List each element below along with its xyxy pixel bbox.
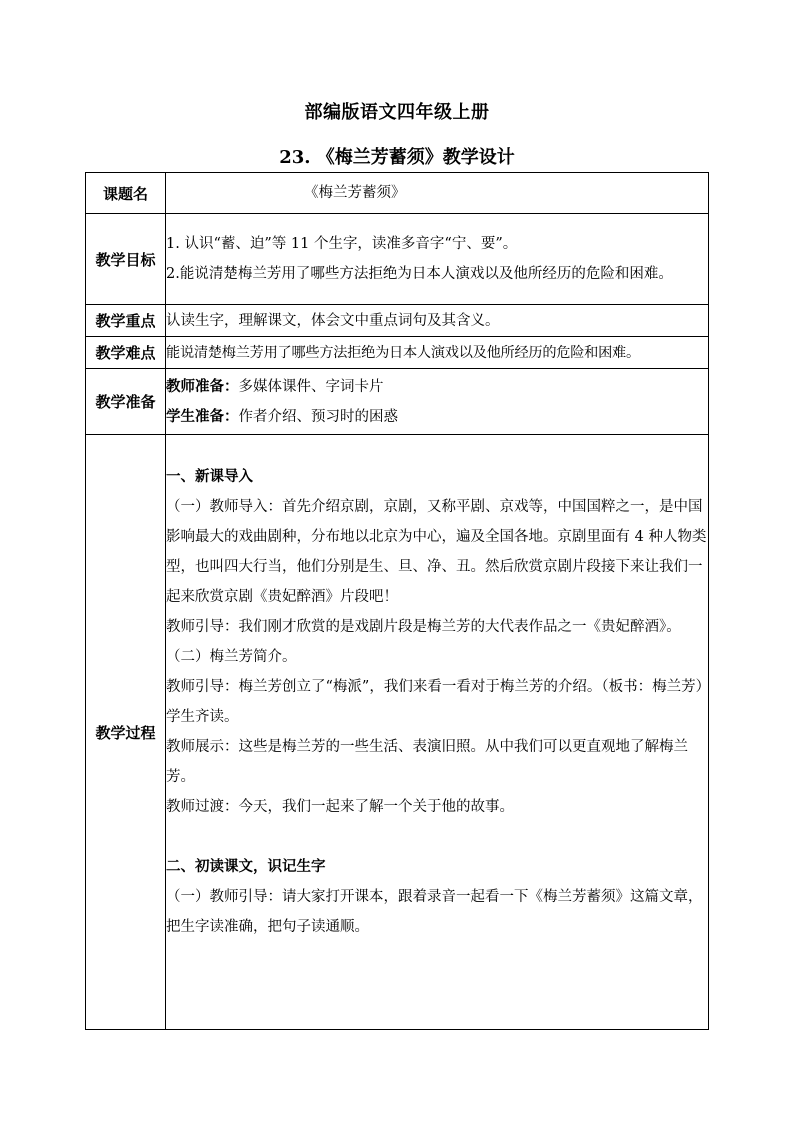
section-2-title: 二、初读课文，识记生字 [166, 858, 326, 875]
preparation-label: 教学准备 [86, 369, 166, 435]
student-preparation [166, 402, 708, 432]
document-title: 部编版语文四年级上册 [304, 102, 490, 123]
topic-value [166, 173, 709, 214]
difficulties-text: 能说清楚梅兰芳用了哪些方法拒绝为日本人演戏以及他所经历的危险和困难。 [166, 344, 640, 361]
difficulties-value [166, 337, 709, 369]
process-paragraph: （一）教师导入：首先介绍京剧，京剧，又称平剧、京戏等，中国国粹之一，是中国影响最大的戏曲剧种，分布地以北京为中心，遍及全国各地。京剧里面有 4 种人物类型，也叫四大行当，他们分别是生、旦、净、丑。然后欣赏京剧片段接下来让我们一起来欣赏京剧《贵妃醉酒》片段吧！ [166, 499, 707, 605]
document-subtitle: 23. 《梅兰芳蓄须》教学设计 [279, 147, 515, 168]
teacher-preparation [166, 372, 708, 402]
table-row-topic [86, 173, 709, 214]
objectives-content [166, 214, 709, 305]
table-row-objectives [86, 214, 709, 305]
teacher-preparation-label: 教师准备： [166, 377, 239, 395]
process-paragraph: （二）梅兰芳简介。 [166, 649, 297, 665]
objective-2: 2.能说清楚梅兰芳用了哪些方法拒绝为日本人演戏以及他所经历的危险和困难。 [166, 266, 673, 282]
student-preparation-value: 作者介绍、预习时的困惑 [238, 408, 398, 425]
process-label: 教学过程 [86, 435, 166, 1030]
blank-line [166, 822, 708, 852]
section-1-title: 一、新课导入 [166, 468, 253, 485]
topic-text: 《梅兰芳蓄须》 [304, 185, 406, 201]
teacher-preparation-value: 多媒体课件、字词卡片 [238, 378, 384, 395]
table-row-preparation [86, 369, 709, 435]
process-paragraph: 教师引导：我们刚才欣赏的是戏剧片段是梅兰芳的大代表作品之一《贵妃醉酒》。 [166, 619, 681, 635]
key-points-value: 认读生字，理解课文，体会文中重点词句及其含义。 [166, 305, 709, 337]
process-content [166, 435, 709, 1030]
objectives-label: 教学目标 [86, 214, 166, 305]
lesson-plan-table [85, 172, 709, 1030]
process-paragraph: 教师过渡：今天，我们一起来了解一个关于他的故事。 [166, 799, 514, 815]
topic-label: 课题名 [86, 173, 166, 214]
process-paragraph: （一）教师引导：请大家打开课本，跟着录音一起看一下《梅兰芳蓄须》这篇文章，把生字读准确，把句子读通顺。 [166, 889, 703, 935]
process-paragraph: 教师引导：梅兰芳创立了“梅派”，我们来看一看对于梅兰芳的介绍。（板书：梅兰芳） [166, 679, 711, 695]
process-paragraph: 教师展示：这些是梅兰芳的一些生活、表演旧照。从中我们可以更直观地了解梅兰芳。 [166, 739, 688, 785]
objective-1: 1. 认识“蓄、迫”等 11 个生字，读准多音字“宁、要”。 [166, 236, 518, 252]
table-row-key-points [86, 305, 709, 337]
process-paragraph: 学生齐读。 [166, 709, 239, 725]
difficulties-label: 教学难点 [86, 337, 166, 369]
preparation-content [166, 369, 709, 435]
student-preparation-label: 学生准备： [166, 407, 239, 425]
table-row-difficulties [86, 337, 709, 369]
table-row-process [86, 435, 709, 1030]
key-points-label: 教学重点 [86, 305, 166, 337]
